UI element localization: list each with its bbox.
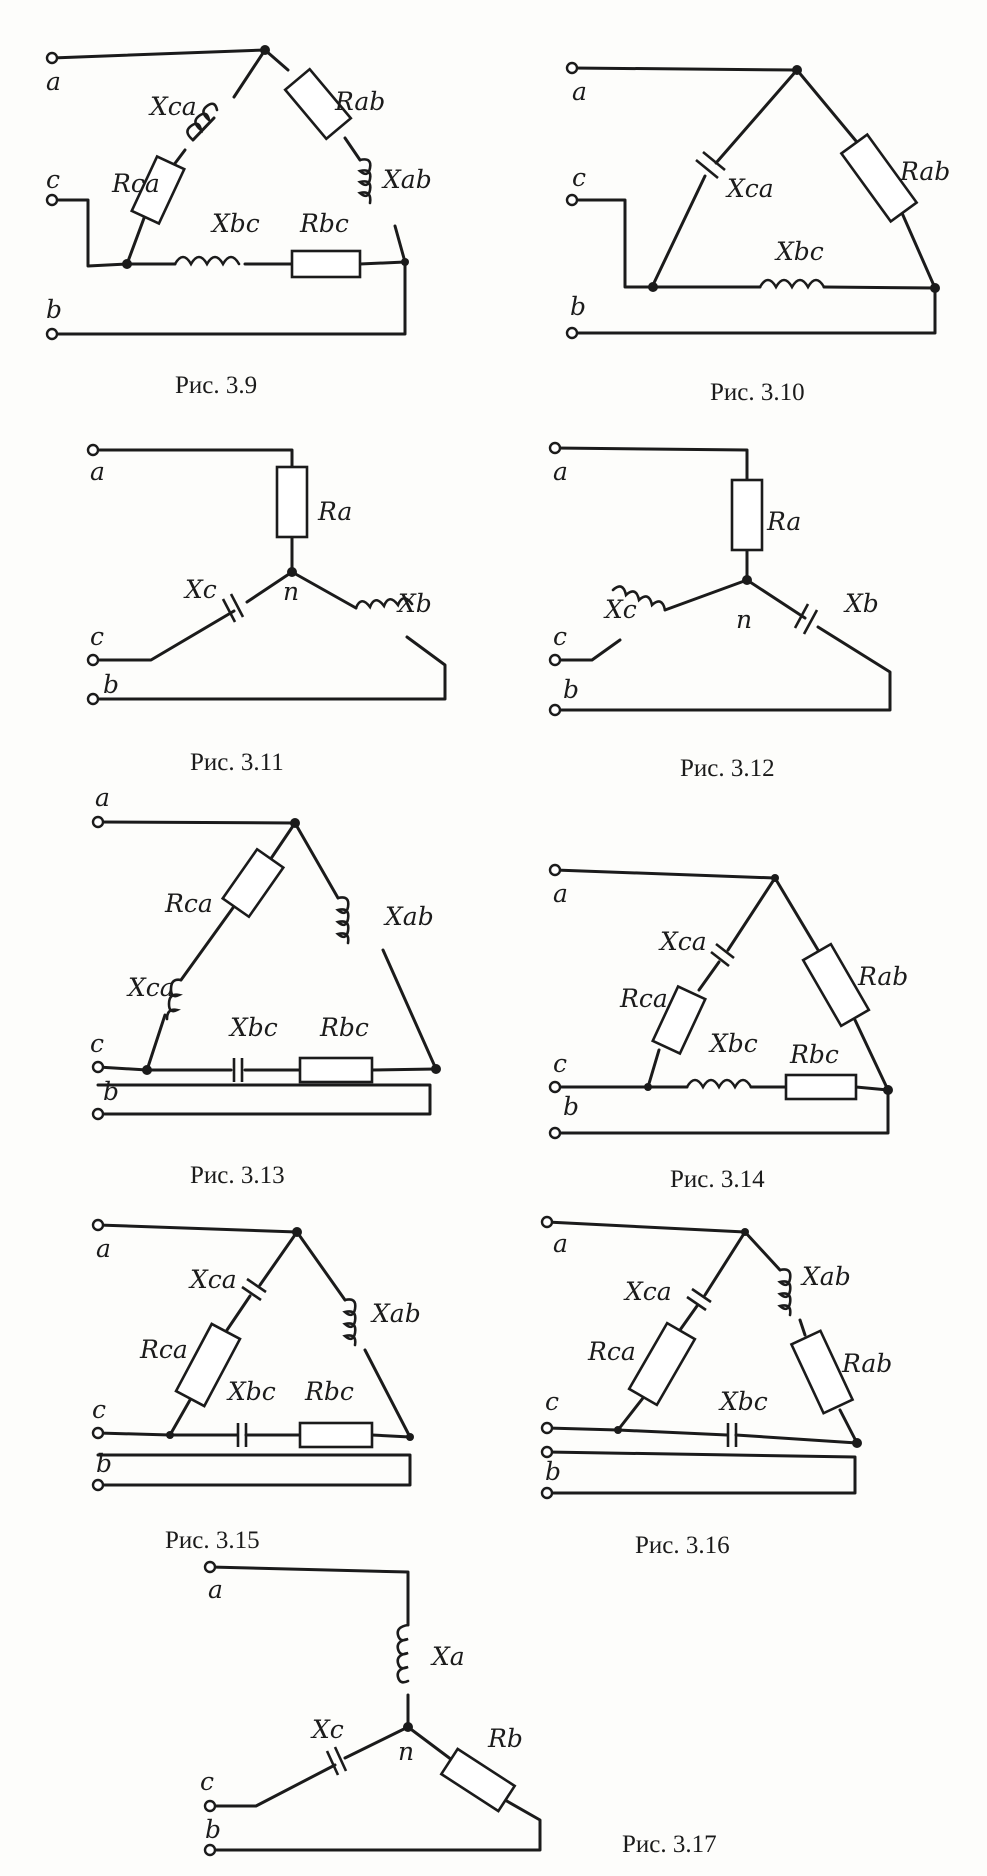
label-xca: Xca: [727, 174, 774, 203]
label-rab: Rab: [842, 1349, 893, 1378]
figure-3-17: [200, 1562, 717, 1858]
figure-3-9: [46, 45, 432, 399]
terminal-label-c: c: [553, 1049, 568, 1078]
caption-3-13: Рис. 3.13: [190, 1162, 285, 1189]
label-xb: Xb: [845, 589, 879, 618]
terminal-label-b: b: [545, 1457, 562, 1486]
figure-3-14: [550, 865, 908, 1193]
terminal-label-b: b: [103, 1077, 120, 1106]
terminal-label-c: c: [92, 1395, 107, 1424]
terminal-label-b: b: [205, 1815, 222, 1844]
terminal-label-c: c: [572, 163, 587, 192]
label-xca: Xca: [150, 92, 197, 121]
terminal-label-a: a: [553, 457, 568, 486]
terminal-label-a: a: [553, 879, 568, 908]
label-xbc: Xbc: [776, 237, 824, 266]
label-xab: Xab: [383, 165, 432, 194]
caption-3-10: Рис. 3.10: [710, 379, 805, 406]
terminal-label-c: c: [200, 1767, 215, 1796]
label-xc: Xc: [312, 1715, 344, 1744]
terminal-label-a: a: [572, 77, 587, 106]
label-xbc: Xbc: [710, 1029, 758, 1058]
terminal-label-b: b: [96, 1449, 113, 1478]
caption-3-15: Рис. 3.15: [165, 1527, 260, 1554]
terminal-label-a: a: [90, 457, 105, 486]
label-xc: Xc: [605, 595, 637, 624]
label-xab: Xab: [802, 1262, 851, 1291]
terminal-label-b: b: [103, 670, 120, 699]
terminal-label-c: c: [46, 165, 61, 194]
terminal-label-a: a: [96, 1234, 111, 1263]
label-xab: Xab: [372, 1299, 421, 1328]
caption-3-14: Рис. 3.14: [670, 1166, 765, 1193]
label-rbc: Rbc: [320, 1013, 369, 1042]
label-xa: Xa: [432, 1642, 465, 1671]
terminal-label-b: b: [46, 295, 63, 324]
terminal-label-b: b: [563, 675, 580, 704]
label-rb: Rb: [488, 1724, 523, 1753]
terminal-label-a: a: [208, 1575, 223, 1604]
label-xb: Xb: [398, 589, 432, 618]
caption-3-16: Рис. 3.16: [635, 1532, 730, 1559]
figure-3-11: [88, 445, 445, 776]
label-rab: Rab: [858, 962, 909, 991]
label-rca: Rca: [112, 169, 160, 198]
label-rbc: Rbc: [305, 1377, 354, 1406]
label-rbc: Rbc: [300, 209, 349, 238]
caption-3-9: Рис. 3.9: [175, 372, 258, 399]
neutral-label-n: n: [283, 577, 300, 606]
neutral-label-n: n: [398, 1737, 415, 1766]
label-rab: Rab: [900, 157, 951, 186]
label-ra: Ra: [318, 497, 353, 526]
label-rca: Rca: [620, 984, 668, 1013]
label-rbc: Rbc: [790, 1040, 839, 1069]
label-xca: Xca: [625, 1277, 672, 1306]
label-xbc: Xbc: [228, 1377, 276, 1406]
terminal-label-c: c: [553, 622, 568, 651]
label-xca: Xca: [128, 973, 175, 1002]
label-xca: Xca: [190, 1265, 237, 1294]
label-xbc: Xbc: [230, 1013, 278, 1042]
label-ra: Ra: [767, 507, 802, 536]
terminal-label-c: c: [545, 1387, 560, 1416]
terminal-label-b: b: [563, 1092, 580, 1121]
terminal-label-a: a: [46, 67, 61, 96]
caption-3-12: Рис. 3.12: [680, 755, 775, 782]
figure-3-12: [550, 443, 890, 782]
label-xbc: Xbc: [212, 209, 260, 238]
label-xc: Xc: [185, 575, 217, 604]
terminal-label-c: c: [90, 622, 105, 651]
terminal-label-b: b: [570, 292, 587, 321]
figure-3-15: [92, 1220, 421, 1554]
label-xca: Xca: [660, 927, 707, 956]
terminal-label-a: a: [553, 1229, 568, 1258]
terminal-label-a: a: [95, 783, 110, 812]
label-rca: Rca: [140, 1335, 188, 1364]
label-rab: Rab: [335, 87, 386, 116]
label-xbc: Xbc: [720, 1387, 768, 1416]
label-rca: Rca: [588, 1337, 636, 1366]
label-xab: Xab: [385, 902, 434, 931]
figure-3-13: [90, 783, 441, 1189]
neutral-label-n: n: [736, 605, 753, 634]
label-rca: Rca: [165, 889, 213, 918]
figure-3-16: [542, 1217, 892, 1559]
figure-3-10: [567, 63, 950, 406]
terminal-label-c: c: [90, 1029, 105, 1058]
caption-3-17: Рис. 3.17: [622, 1831, 717, 1858]
caption-3-11: Рис. 3.11: [190, 749, 284, 776]
